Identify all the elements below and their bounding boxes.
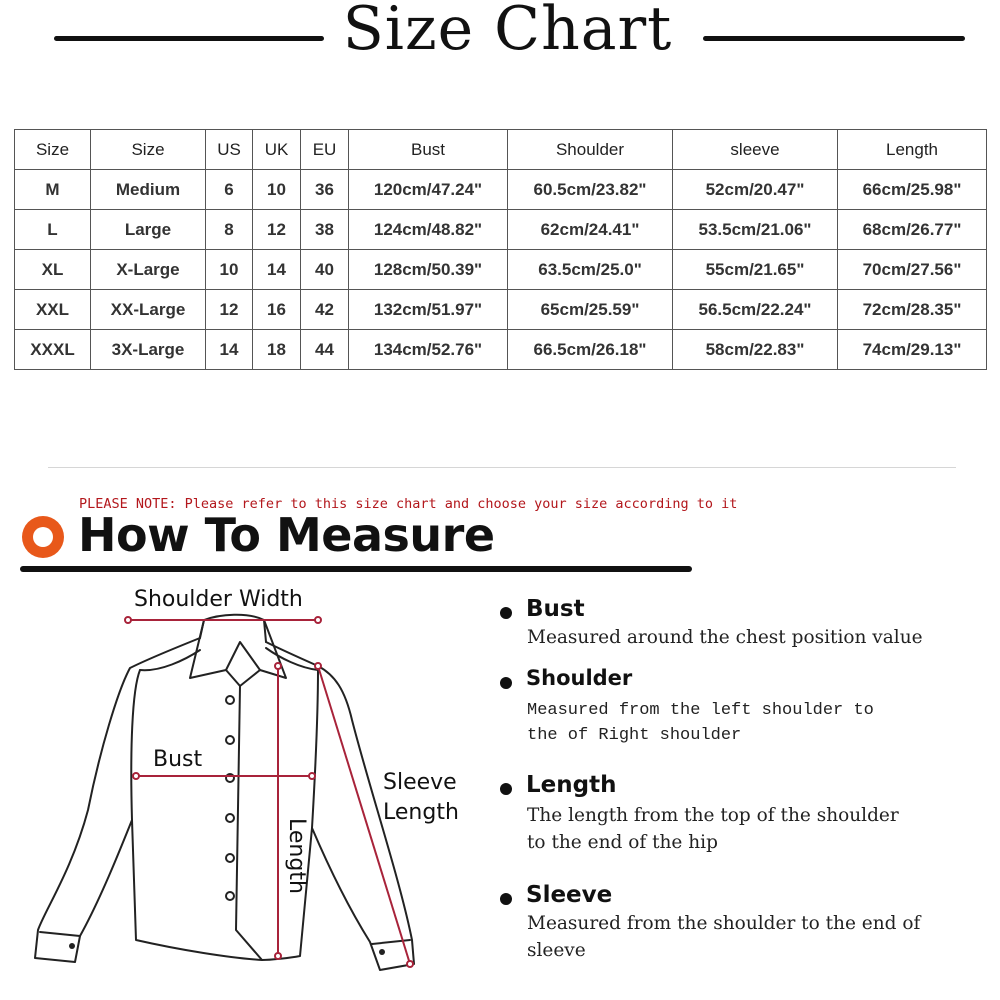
item-description: Measured from the shoulder to the end of sleeve: [527, 913, 921, 961]
table-cell: 124cm/48.82": [349, 210, 508, 250]
heading-underline: [20, 566, 692, 572]
table-cell: M: [15, 170, 91, 210]
table-cell: 66cm/25.98": [838, 170, 987, 210]
header-cell: Size: [15, 130, 91, 170]
table-cell: 14: [253, 250, 301, 290]
table-cell: 42: [301, 290, 349, 330]
table-cell: 36: [301, 170, 349, 210]
table-cell: 44: [301, 330, 349, 370]
length-label: Length: [284, 818, 309, 894]
table-cell: 72cm/28.35": [838, 290, 987, 330]
table-row: [15, 170, 987, 210]
table-cell: 74cm/29.13": [838, 330, 987, 370]
header-cell: Bust: [349, 130, 508, 170]
table-cell: 128cm/50.39": [349, 250, 508, 290]
header-cell: UK: [253, 130, 301, 170]
table-row: [15, 250, 987, 290]
table-cell: 38: [301, 210, 349, 250]
item-description: Measured around the chest position value: [527, 627, 923, 648]
button: [226, 736, 234, 744]
header-cell: Shoulder: [508, 130, 673, 170]
table-cell: 62cm/24.41": [508, 210, 673, 250]
bullet-icon: [500, 783, 512, 795]
table-cell: 12: [253, 210, 301, 250]
table-cell: XX-Large: [91, 290, 206, 330]
table-cell: 6: [206, 170, 253, 210]
table-cell: 12: [206, 290, 253, 330]
header-cell: sleeve: [673, 130, 838, 170]
table-cell: 63.5cm/25.0": [508, 250, 673, 290]
table-cell: 66.5cm/26.18": [508, 330, 673, 370]
item-description: The length from the top of the shoulder to the end of the hip: [527, 805, 899, 853]
table-cell: 10: [253, 170, 301, 210]
item-title: Shoulder: [526, 666, 633, 690]
table-cell: 10: [206, 250, 253, 290]
cuff-button: [69, 943, 75, 949]
table-cell: Large: [91, 210, 206, 250]
shirt-diagram: [0, 580, 500, 1000]
page-title: Size Chart: [342, 0, 673, 64]
table-cell: 56.5cm/22.24": [673, 290, 838, 330]
table-cell: 3X-Large: [91, 330, 206, 370]
table-cell: 70cm/27.56": [838, 250, 987, 290]
header-cell: US: [206, 130, 253, 170]
table-cell: XXL: [15, 290, 91, 330]
sleeve-length-label: Length: [383, 800, 459, 825]
table-cell: 132cm/51.97": [349, 290, 508, 330]
sleeve-label: Sleeve: [383, 770, 457, 795]
table-cell: 53.5cm/21.06": [673, 210, 838, 250]
table-row: [15, 330, 987, 370]
marker-dot: [315, 663, 321, 669]
table-row: [15, 210, 987, 250]
table-cell: 55cm/21.65": [673, 250, 838, 290]
table-header-row: [15, 130, 987, 170]
marker-dot: [407, 961, 413, 967]
bust-label: Bust: [153, 747, 203, 772]
table-cell: 68cm/26.77": [838, 210, 987, 250]
table-cell: Medium: [91, 170, 206, 210]
button: [226, 854, 234, 862]
table-cell: X-Large: [91, 250, 206, 290]
table-row: [15, 290, 987, 330]
size-chart-header: [0, 0, 1000, 80]
table-cell: 40: [301, 250, 349, 290]
table-cell: 52cm/20.47": [673, 170, 838, 210]
marker-dot: [309, 773, 315, 779]
bullet-icon: [500, 607, 512, 619]
marker-dot: [133, 773, 139, 779]
table-cell: 65cm/25.59": [508, 290, 673, 330]
size-table: [14, 129, 987, 370]
marker-dot: [275, 663, 281, 669]
title-rule-right: [703, 36, 965, 41]
bullet-icon: [500, 893, 512, 905]
ring-bullet-icon: [22, 516, 64, 558]
button: [226, 814, 234, 822]
table-cell: L: [15, 210, 91, 250]
please-note: PLEASE NOTE: Please refer to this size chart and choose your size according to it: [79, 496, 738, 512]
item-title: Bust: [526, 596, 585, 622]
table-cell: 8: [206, 210, 253, 250]
section-divider: [48, 467, 956, 468]
table-cell: 14: [206, 330, 253, 370]
item-title: Length: [526, 772, 617, 798]
table-cell: XXXL: [15, 330, 91, 370]
item-description: Measured from the left shoulder to the of Right shoulder: [527, 701, 874, 745]
table-cell: XL: [15, 250, 91, 290]
marker-dot: [125, 617, 131, 623]
table-cell: 134cm/52.76": [349, 330, 508, 370]
table-cell: 58cm/22.83": [673, 330, 838, 370]
item-title: Sleeve: [526, 882, 613, 908]
button: [226, 696, 234, 704]
table-cell: 120cm/47.24": [349, 170, 508, 210]
table-cell: 18: [253, 330, 301, 370]
marker-dot: [315, 617, 321, 623]
cuff-button: [379, 949, 385, 955]
button: [226, 892, 234, 900]
header-cell: EU: [301, 130, 349, 170]
table-cell: 60.5cm/23.82": [508, 170, 673, 210]
header-cell: Size: [91, 130, 206, 170]
table-cell: 16: [253, 290, 301, 330]
marker-dot: [275, 953, 281, 959]
shoulder-width-label: Shoulder Width: [134, 587, 303, 612]
how-to-measure-title: How To Measure: [78, 508, 495, 562]
how-to-measure-header: [18, 508, 698, 578]
bullet-icon: [500, 677, 512, 689]
header-cell: Length: [838, 130, 987, 170]
title-rule-left: [54, 36, 324, 41]
